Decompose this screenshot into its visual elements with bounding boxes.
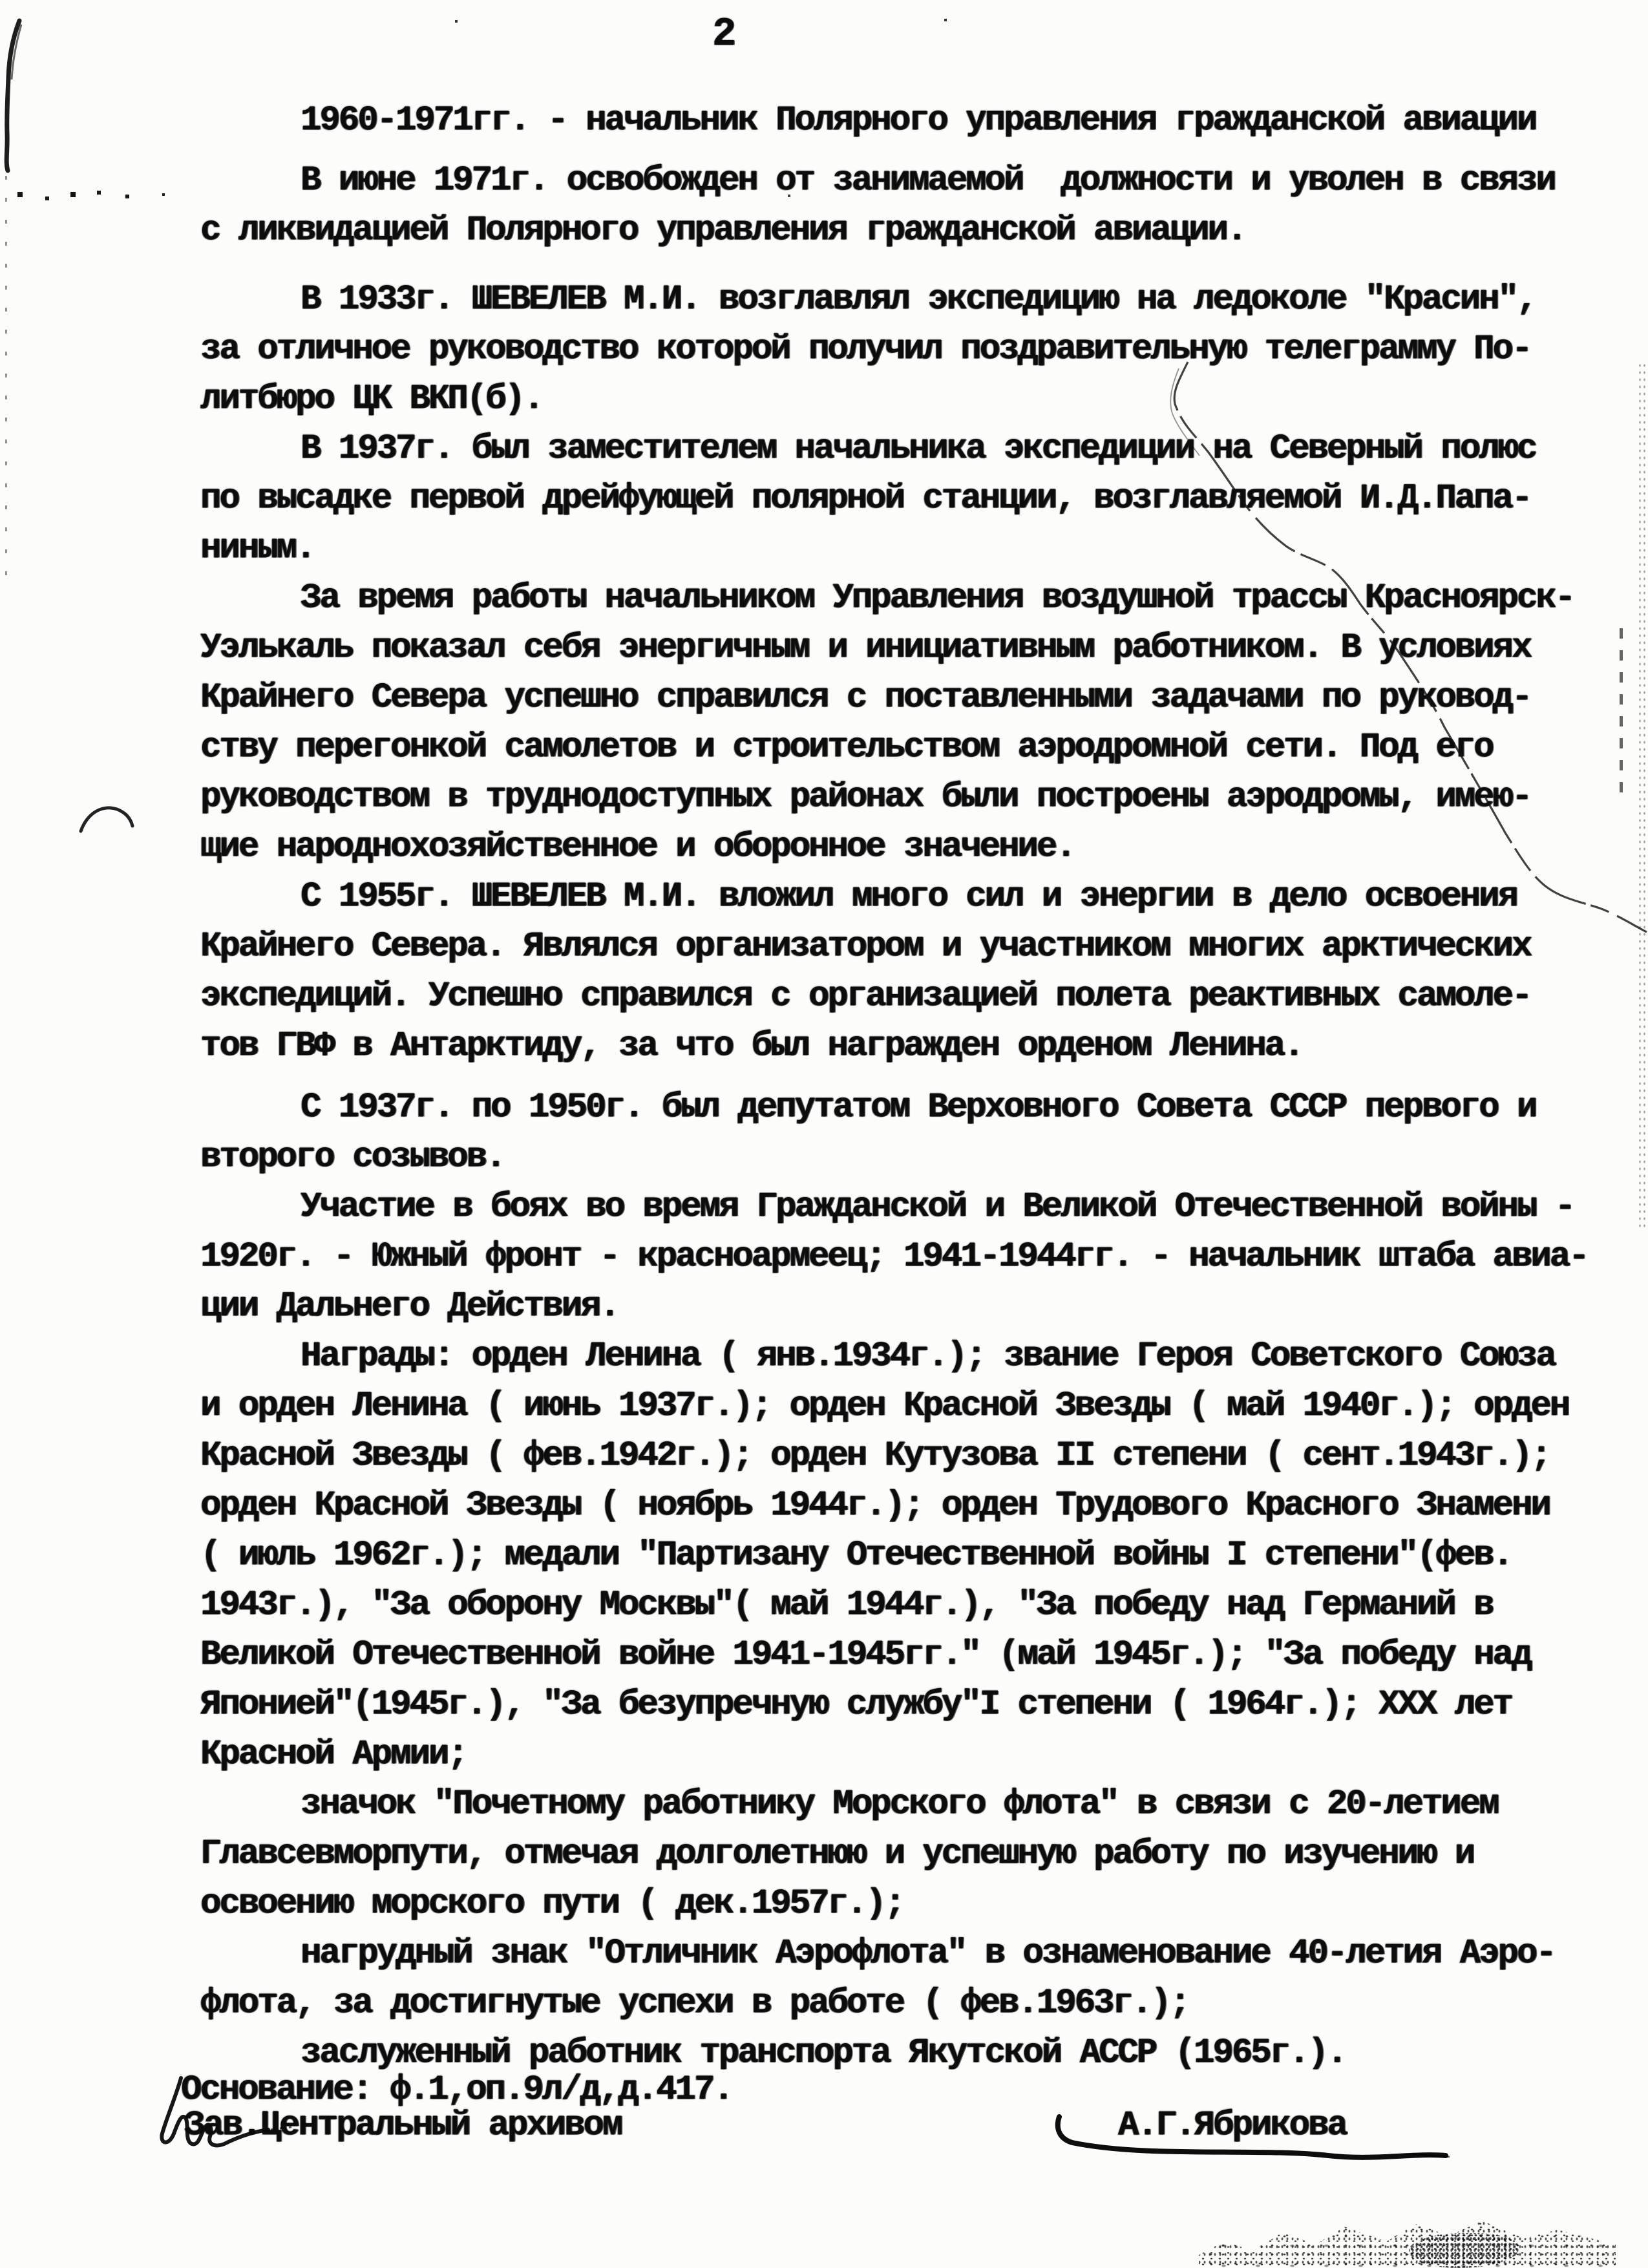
text-line: ции Дальнего Действия. bbox=[200, 1287, 618, 1326]
paragraph bbox=[200, 1083, 1642, 1182]
text-line: ( июль 1962г.); медали "Партизану Отечественной войны I степени"(фев. bbox=[200, 1536, 1512, 1575]
signer-name: А.Г.Ябрикова bbox=[1118, 2106, 1346, 2145]
paragraph bbox=[200, 1779, 1642, 1929]
text-line: Великой Отечественной войне 1941-1945гг." (май 1945г.); "За победу над bbox=[200, 1635, 1531, 1675]
text-line: Японией"(1945г.), "За безупречную службу"I степени ( 1964г.); XXX лет bbox=[200, 1685, 1512, 1724]
text-line: флота, за достигнутые успехи в работе ( фев.1963г.); bbox=[200, 1984, 1189, 2023]
text-line: щие народнохозяйственное и оборонное значение. bbox=[200, 827, 1075, 867]
text-line: Главсевморпути, отмечая долголетнюю и успешную работу по изучению и bbox=[200, 1834, 1474, 1874]
text-line: 1920г. - Южный фронт - красноармеец; 1941-1944гг. - начальник штаба авиа- bbox=[200, 1237, 1588, 1277]
text-line: по высадке первой дрейфующей полярной станции, возглавляемой И.Д.Папа- bbox=[200, 479, 1531, 518]
text-line: С 1937г. по 1950г. был депутатом Верховного Совета СССР первого и bbox=[301, 1088, 1536, 1127]
ink-specks bbox=[0, 0, 1, 1]
text-line: значок "Почетному работнику Морского флота" в связи с 20-летием bbox=[301, 1785, 1498, 1824]
paragraph bbox=[200, 1182, 1642, 1331]
text-line: В 1937г. был заместителем начальника экспедиции на Северный полюс bbox=[301, 429, 1536, 469]
paragraph bbox=[200, 1929, 1642, 2028]
text-line: За время работы начальником Управления воздушной трассы Красноярск- bbox=[301, 578, 1574, 618]
text-line: Награды: орден Ленина ( янв.1934г.); звание Героя Советского Союза bbox=[301, 1337, 1555, 1376]
text-line: 1943г.), "За оборону Москвы"( май 1944г.), "За победу над Германий в bbox=[200, 1585, 1493, 1625]
text-line: Крайнего Севера. Являлся организатором и участником многих арктических bbox=[200, 927, 1531, 966]
text-line: Уэлькаль показал себя энергичным и инициативным работником. В условиях bbox=[200, 628, 1531, 668]
paragraph bbox=[200, 573, 1642, 872]
text-line: В июне 1971г. освобожден от занимаемой должности и уволен в связи bbox=[301, 161, 1555, 200]
text-line: орден Красной Звезды ( ноябрь 1944г.); орден Трудового Красного Знамени bbox=[200, 1486, 1550, 1525]
text-line: литбюро ЦК ВКП(б). bbox=[200, 379, 543, 419]
paragraph bbox=[200, 156, 1642, 255]
text-line: экспедиций. Успешно справился с организацией полета реактивных самоле- bbox=[200, 977, 1531, 1016]
text-line: и орден Ленина ( июнь 1937г.); орден Красной Звезды ( май 1940г.); орден bbox=[200, 1386, 1569, 1426]
bottom-smudge-dense bbox=[1409, 2233, 1519, 2268]
text-line: Красной Армии; bbox=[200, 1735, 467, 1774]
arc-pencil-mark bbox=[74, 800, 139, 839]
paragraph bbox=[200, 96, 1642, 145]
signer-title: Зав.Центральный архивом bbox=[184, 2106, 622, 2145]
text-line: ству перегонкой самолетов и строительством аэродромной сети. Под его bbox=[200, 728, 1493, 767]
paragraph bbox=[200, 275, 1642, 424]
scratch-top-left bbox=[0, 18, 30, 173]
text-line: Красной Звезды ( фев.1942г.); орден Кутузова II степени ( сент.1943г.); bbox=[200, 1436, 1550, 1476]
text-line: С 1955г. ШЕВЕЛЕВ М.И. вложил много сил и энергии в дело освоения bbox=[301, 877, 1517, 917]
paragraph bbox=[200, 424, 1642, 573]
left-edge-dotted-mark bbox=[5, 176, 7, 589]
text-line: руководством в труднодоступных районах были построены аэродромы, имею- bbox=[200, 778, 1531, 817]
text-line: 1960-1971гг. - начальник Полярного управления гражданской авиации bbox=[301, 101, 1536, 140]
text-line: освоению морского пути ( дек.1957г.); bbox=[200, 1884, 903, 1924]
bottom-smudge bbox=[1199, 2209, 1616, 2268]
footer-basis: Основание: ф.1,оп.9л/д,д.417. bbox=[181, 2070, 732, 2110]
text-line: Крайнего Севера успешно справился с поставленными задачами по руковод- bbox=[200, 678, 1531, 717]
text-line: Участие в боях во время Гражданской и Великой Отечественной войны - bbox=[301, 1187, 1574, 1227]
text-line: ниным. bbox=[200, 529, 315, 568]
text-line: тов ГВФ в Антарктиду, за что был награжден орденом Ленина. bbox=[200, 1026, 1303, 1066]
text-line: В 1933г. ШЕВЕЛЕВ М.И. возглавлял экспедицию на ледоколе "Красин", bbox=[301, 280, 1536, 319]
text-line: за отличное руководство которой получил поздравительную телеграмму По- bbox=[200, 330, 1531, 369]
paragraph bbox=[200, 1331, 1642, 1779]
paragraph bbox=[200, 872, 1642, 1071]
signature-row bbox=[184, 2101, 1642, 2150]
page-number: 2 bbox=[712, 11, 735, 57]
text-line: второго созывов. bbox=[200, 1138, 505, 1177]
document-text-block bbox=[181, 96, 1642, 2150]
document-body bbox=[200, 96, 1642, 2078]
text-line: с ликвидацией Полярного управления гражданской авиации. bbox=[200, 211, 1246, 250]
text-line: заслуженный работник транспорта Якутской АССР (1965г.). bbox=[301, 2033, 1346, 2073]
text-line: нагрудный знак "Отличник Аэрофлота" в ознаменование 40-летия Аэро- bbox=[301, 1934, 1555, 1973]
